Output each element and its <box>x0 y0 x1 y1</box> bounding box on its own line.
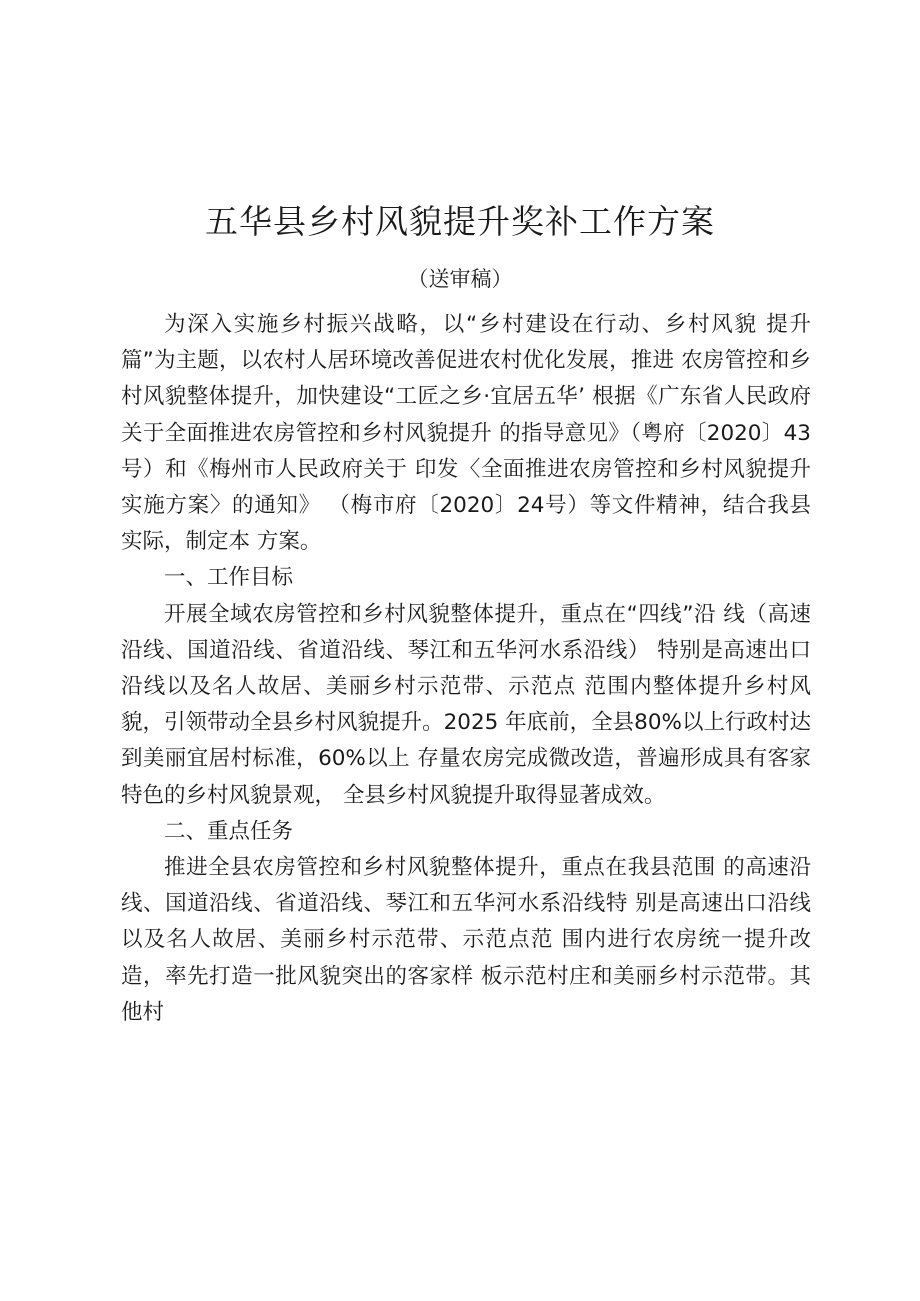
document-title: 五华县乡村风貌提升奖补工作方案 <box>205 202 715 241</box>
intro-paragraph: 为深入实施乡村振兴战略，以“乡村建设在行动、乡村风貌 提升篇”为主题，以农村人居环境改善促进农村优化发展，推进 农房管控和乡村风貌整体提升，加快建设“工匠之乡·宜居五华’ 根据《广东省人民政府关于全面推进农房管控和乡村风貌提升 的指导意见》（粤府〔2020〕43号）和《梅州市人民政府关于 印发〈全面推进农房管控和乡村风貌提升实施方案〉的通知》 （梅市府〔2020〕24号）等文件精神，结合我县实际，制定本 方案。 <box>121 312 811 555</box>
section-heading-tasks: 二、重点任务 <box>164 818 294 844</box>
tasks-paragraph: 推进全县农房管控和乡村风貌整体提升，重点在我县范围 的高速沿线、国道沿线、省道沿线、琴江和五华河水系沿线特 别是高速出口沿线以及名人故居、美丽乡村示范带、示范点范 围内进行农房统一提升改造，率先打造一批风貌突出的客家样 板示范村庄和美丽乡村示范带。其他村 <box>121 855 811 1025</box>
section-heading-goals: 一、工作目标 <box>164 565 294 591</box>
document-body <box>121 307 811 1031</box>
goals-paragraph: 开展全域农房管控和乡村风貌整体提升，重点在“四线”沿 线（高速沿线、国道沿线、省道沿线、琴江和五华河水系沿线） 特别是高速出口沿线以及名人故居、美丽乡村示范带、示范点 范围内整体提升乡村风貌，引领带动全县乡村风貌提升。2025 年底前，全县80%以上行政村达到美丽宜居村标准，60%以上 存量农房完成微改造，普遍形成具有客家特色的乡村风貌景观， 全县乡村风貌提升取得显著成效。 <box>121 601 811 808</box>
document-subtitle: （送审稿） <box>407 267 513 291</box>
